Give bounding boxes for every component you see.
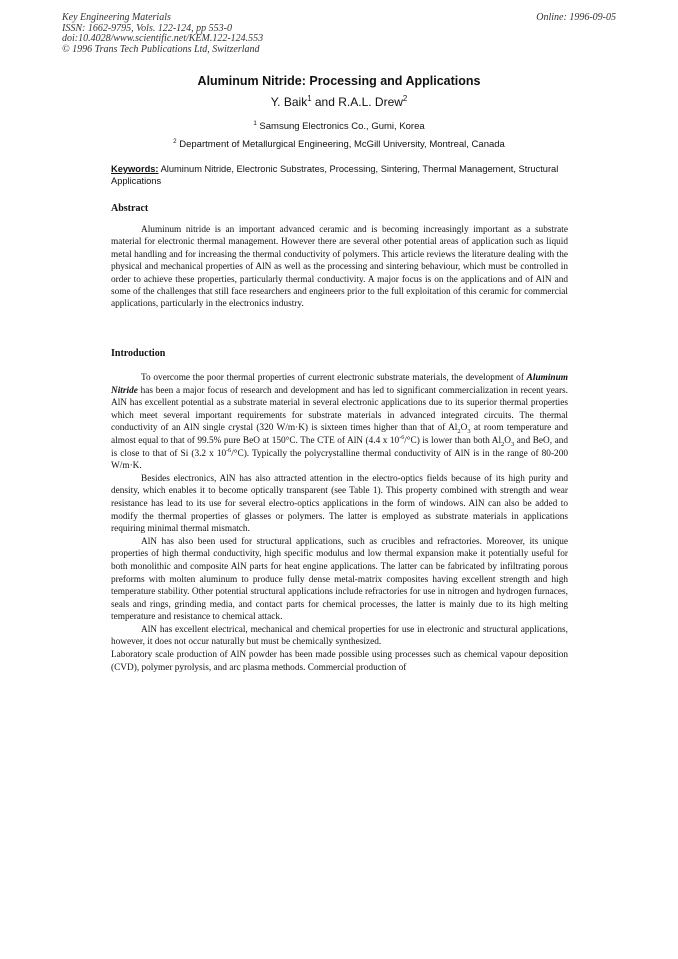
- author-1: Y. Baik: [270, 95, 308, 109]
- intro-paragraph-4: AlN has excellent electrical, mechanical and chemical properties for use in electronic and structural applications, however, it does not occur naturally but must be chemically synthesized.: [111, 624, 568, 648]
- author-conjunction: and: [311, 95, 339, 109]
- author-1-affiliation-mark: 1: [307, 94, 312, 103]
- affiliation-2-text: Department of Metallurgical Engineering, McGill University, Montreal, Canada: [176, 139, 505, 150]
- affiliation-1-mark: 1: [253, 119, 257, 127]
- keywords-block: [111, 163, 571, 187]
- issn-line: ISSN: 1662-9795, Vols. 122-124, pp 553-0: [62, 22, 232, 34]
- abstract-body: [111, 224, 568, 311]
- aluminum-nitride-emphasis: Aluminum Nitride: [111, 373, 568, 396]
- affiliation-2: [0, 139, 678, 150]
- author-2-affiliation-mark: 2: [402, 94, 408, 103]
- author-line: [0, 95, 678, 109]
- introduction-heading: Introduction: [111, 348, 166, 359]
- journal-name: Key Engineering Materials: [62, 12, 171, 23]
- abstract-paragraph: Aluminum nitride is an important advanced ceramic and is becoming increasingly important as a substrate material for electronic thermal management. However there are several other potential areas of application such as liquid metal handling and for increasing the thermal conductivity of polymers. This article reviews the literature dealing with the physical and mechanical properties of AlN as well as the processing and sintering behaviour, which must be controlled in order to achieve these properties, particularly thermal conductivity. A major focus is on the applications and of AlN and some of the challenges that still face researchers and engineers prior to the full exploitation of this ceramic for commercial applications, particularly in the electronics industry.: [111, 225, 568, 310]
- introduction-body: [111, 372, 568, 674]
- author-2: R.A.L. Drew: [338, 95, 403, 109]
- keywords-text: Aluminum Nitride, Electronic Substrates, Processing, Sintering, Thermal Management, Structural Applications: [111, 164, 559, 186]
- abstract-heading: Abstract: [111, 203, 149, 214]
- paper-title: Aluminum Nitride: Processing and Applications: [197, 74, 481, 88]
- copyright-line: © 1996 Trans Tech Publications Ltd, Switzerland: [62, 43, 260, 55]
- affiliation-2-mark: 2: [173, 137, 177, 145]
- intro-paragraph-2: Besides electronics, AlN has also attracted attention in the electro-optics fields because of its high purity and density, which enables it to become optically transparent (see Table 1). This property combined with strength and wear resistance has lead to its use for several electro-optics applications in the form of windows. AlN can also be added to modify the thermal properties of glasses or polymers. The latter is employed as substrate materials in applications requiring minimal thermal mismatch.: [111, 473, 568, 535]
- journal-header: [62, 13, 263, 55]
- intro-paragraph-5: Laboratory scale production of AlN powder has been made possible using processes such as chemical vapour deposition (CVD), polymer pyrolysis, and arc plasma methods. Commercial production of: [111, 650, 568, 673]
- intro-paragraph-3: AlN has also been used for structural applications, such as crucibles and refractories. Moreover, its unique properties of high thermal conductivity, high specific modulus and low thermal expansion make it potentially useful for both monolithic and composite AlN parts for heat engine applications. The latter can be fabricated by infiltrating porous preforms with molten aluminum to produce fully dense metal-matrix composites having excellent strength and high temperature stability. Other potential structural applications include refractories for use in nitrogen and hydrogen furnaces, seals and rings, grinding media, and contact parts for chemical processes, the latter is mainly due to its high melting temperature and resistance to chemical attack.: [111, 536, 568, 623]
- keywords-label: Keywords:: [111, 164, 159, 174]
- affiliation-1: [0, 121, 678, 132]
- affiliation-1-text: Samsung Electronics Co., Gumi, Korea: [256, 121, 425, 132]
- intro-paragraph-1: To overcome the poor thermal properties of current electronic substrate materials, the development of Aluminum Nitride has been a major focus of research and development and has led to significant commercialization in recent years. AlN has excellent potential as a substrate material in several electronic applications due to its superior thermal properties which meet several important requirements for substrate materials in advanced integrated circuits. The thermal conductivity of an AlN single crystal (320 W/m·K) is sixteen times higher than that of $Al_2O_3$ at room temperature and almost equal to that of 99.5% pure BeO at 150°C. The CTE of AlN (4.4 x $10^{-6}/^\circ C$) is lower than both $Al_2O_3$ and BeO, and is close to that of Si (3.2 x $10^{-6}/^\circ C$). Typically the polycrystalline thermal conductivity of AlN is in the range of 80-200 W/m·K.: [111, 373, 569, 472]
- online-date: Online: 1996-09-05: [536, 12, 616, 23]
- doi-line[interactable]: doi:10.4028/www.scientific.net/KEM.122-124.553: [62, 33, 264, 44]
